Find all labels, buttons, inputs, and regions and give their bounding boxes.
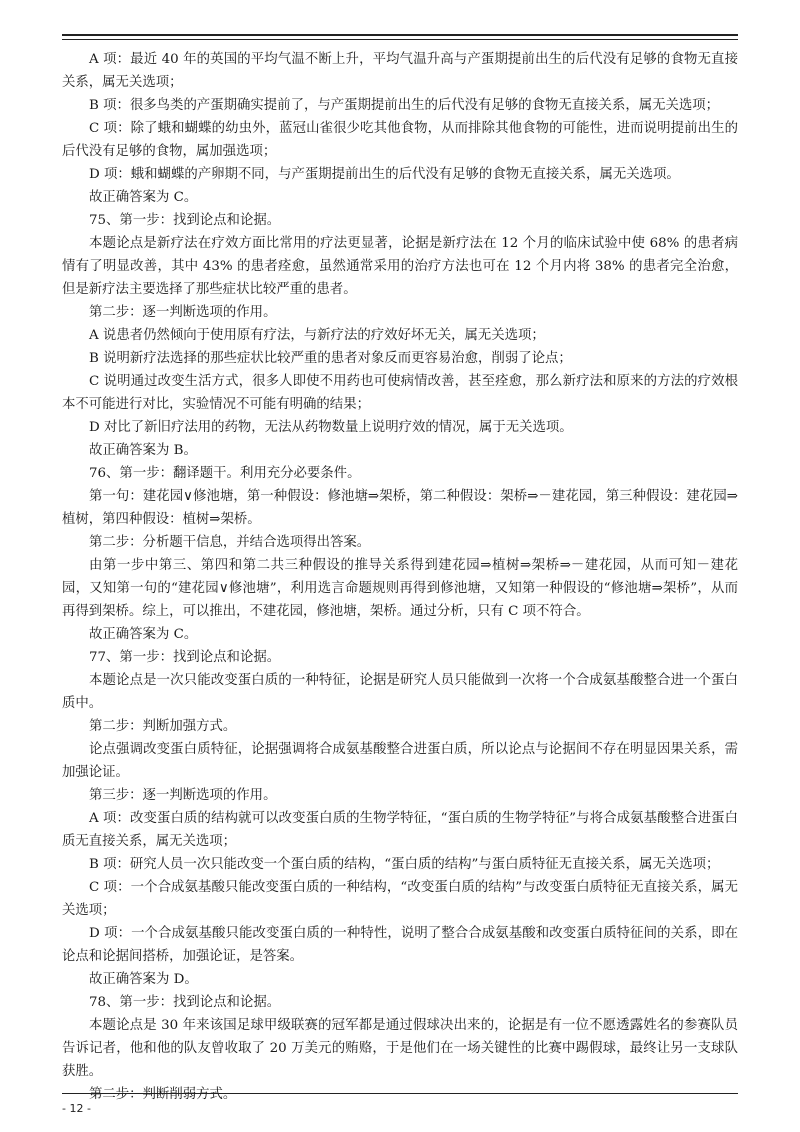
answer-line: 故正确答案为 B。 bbox=[89, 443, 197, 458]
header-rule-thin bbox=[62, 39, 738, 40]
paragraph: B 项：研究人员一次只能改变一个蛋白质的结构，“蛋白质的结构”与蛋白质特征无直接关系，属无关选项； bbox=[89, 857, 720, 872]
question-step: 75、第一步：找到论点和论据。 bbox=[89, 213, 281, 228]
question-step: 78、第一步：找到论点和论据。 bbox=[89, 995, 281, 1010]
question-step: 第二步：逐一判断选项的作用。 bbox=[89, 305, 277, 320]
paragraph: D 项：一个合成氨基酸只能改变蛋白质的一种特性，说明了整合合成氨基酸和改变蛋白质特征间的关系，即在论点和论据间搭桥，加强论证，是答案。 bbox=[62, 926, 738, 964]
paragraph: C 项：除了蛾和蝴蝶的幼虫外，蓝冠山雀很少吃其他食物，从而排除其他食物的可能性，进而说明提前出生的后代没有足够的食物，属加强选项； bbox=[62, 121, 738, 159]
question-step: 第三步：逐一判断选项的作用。 bbox=[89, 788, 277, 803]
answer-line: 故正确答案为 D。 bbox=[89, 972, 198, 987]
question-step: 第二步：判断加强方式。 bbox=[89, 719, 237, 734]
answer-line: 故正确答案为 C。 bbox=[89, 627, 198, 642]
paragraph: 本题论点是一次只能改变蛋白质的一种特征，论据是研究人员只能做到一次将一个合成氨基酸整合进一个蛋白质中。 bbox=[62, 673, 738, 711]
page-body bbox=[62, 48, 738, 1106]
header-rule bbox=[62, 34, 738, 36]
paragraph: A 说患者仍然倾向于使用原有疗法，与新疗法的疗效好坏无关，属无关选项； bbox=[89, 328, 545, 343]
footer-rule bbox=[62, 1093, 738, 1094]
page-number: - 12 - bbox=[62, 1102, 91, 1115]
paragraph: 论点强调改变蛋白质特征，论据强调将合成氨基酸整合进蛋白质，所以论点与论据间不存在明显因果关系，需加强论证。 bbox=[62, 742, 738, 780]
paragraph: D 对比了新旧疗法用的药物，无法从药物数量上说明疗效的情况，属于无关选项。 bbox=[89, 420, 573, 435]
paragraph: D 项：蛾和蝴蝶的产卵期不同，与产蛋期提前出生的后代没有足够的食物无直接关系，属无关选项。 bbox=[89, 167, 680, 182]
question-step: 76、第一步：翻译题干。利用充分必要条件。 bbox=[89, 466, 361, 481]
paragraph: C 项：一个合成氨基酸只能改变蛋白质的一种结构，“改变蛋白质的结构”与改变蛋白质特征无直接关系，属无关选项； bbox=[62, 880, 738, 918]
paragraph: 本题论点是 30 年来该国足球甲级联赛的冠军都是通过假球决出来的，论据是有一位不愿透露姓名的参赛队员告诉记者，他和他的队友曾收取了 20 万美元的贿赂，于是他们在一场关键性的比赛中踢假球，最终让另一支球队获胜。 bbox=[62, 1018, 738, 1079]
paragraph: C 说明通过改变生活方式，很多人即使不用药也可使病情改善，甚至痊愈，那么新疗法和原来的方法的疗效根本不可能进行对比，实验情况不可能有明确的结果； bbox=[62, 374, 738, 412]
paragraph: 由第一步中第三、第四和第二共三种假设的推导关系得到建花园⇒植树⇒架桥⇒－建花园，从而可知－建花园，又知第一句的“建花园∨修池塘”，利用选言命题规则再得到修池塘，又知第一种假设的“修池塘⇒架桥”，从而再得到架桥。综上，可以推出，不建花园，修池塘，架桥。通过分析，只有 C 项不符合。 bbox=[62, 558, 738, 619]
paragraph: B 项：很多鸟类的产蛋期确实提前了，与产蛋期提前出生的后代没有足够的食物无直接关系，属无关选项； bbox=[89, 98, 720, 113]
paragraph: 第一句：建花园∨修池塘，第一种假设：修池塘⇒架桥，第二种假设：架桥⇒－建花园，第三种假设：建花园⇒植树，第四种假设：植树⇒架桥。 bbox=[62, 489, 738, 527]
question-step: 第二步：判断削弱方式。 bbox=[89, 1087, 237, 1102]
paragraph: B 说明新疗法选择的那些症状比较严重的患者对象反而更容易治愈，削弱了论点； bbox=[89, 351, 572, 366]
question-step: 第二步：分析题干信息，并结合选项得出答案。 bbox=[89, 535, 371, 550]
paragraph: 本题论点是新疗法在疗效方面比常用的疗法更显著，论据是新疗法在 12 个月的临床试验中使 68% 的患者病情有了明显改善，其中 43% 的患者痊愈，虽然通常采用的治疗方法也可在 12 个月内将 38% 的患者完全治愈，但是新疗法主要选择了那些症状比较严重的患者。 bbox=[62, 236, 738, 297]
paragraph: A 项：最近 40 年的英国的平均气温不断上升，平均气温升高与产蛋期提前出生的后代没有足够的食物无直接关系，属无关选项； bbox=[62, 52, 738, 90]
question-step: 77、第一步：找到论点和论据。 bbox=[89, 650, 281, 665]
paragraph: A 项：改变蛋白质的结构就可以改变蛋白质的生物学特征，“蛋白质的生物学特征”与将合成氨基酸整合进蛋白质无直接关系，属无关选项； bbox=[62, 811, 738, 849]
answer-line: 故正确答案为 C。 bbox=[89, 190, 198, 205]
